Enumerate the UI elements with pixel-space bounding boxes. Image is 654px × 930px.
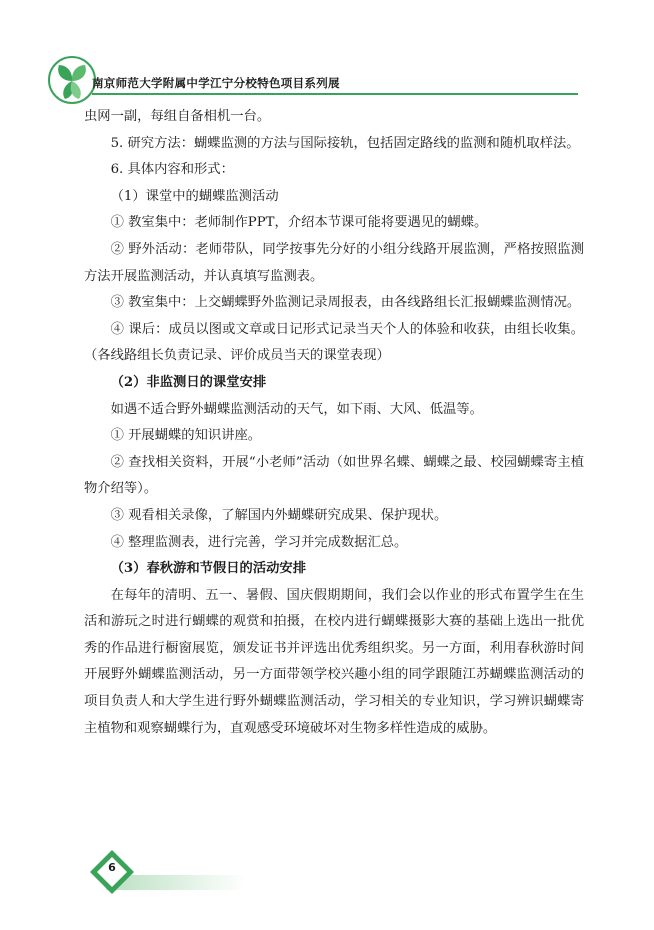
- header-divider: [92, 93, 578, 95]
- paragraph: 5. 研究方法：蝴蝶监测的方法与国际接轨，包括固定路线的监测和随机取样法。: [110, 135, 580, 151]
- page-number: 6: [108, 861, 116, 874]
- paragraph: （1）课堂中的蝴蝶监测活动: [110, 188, 279, 204]
- paragraph: 虫网一副，每组自备相机一台。: [84, 109, 271, 124]
- paragraph: （3）春秋游和节假日的活动安排: [110, 561, 307, 577]
- paragraph: ② 野外活动：老师带队，同学按事先分好的小组分线路开展监测，严格按照监测方法开展监测活动，并认真填写监测表。: [84, 241, 584, 284]
- paragraph: 在每年的清明、五一、暑假、国庆假期期间，我们会以作业的形式布置学生在生活和游玩之时进行蝴蝶的观赏和拍摄，在校内进行蝴蝶摄影大赛的基础上选出一批优秀的作品进行橱窗展览，颁发证书并评选出优秀组织奖。另一方面，利用春秋游时间开展野外蝴蝶监测活动，另一方面带领学校兴趣小组的同学跟随江苏蝴蝶监测活动的项目负责人和大学生进行野外蝴蝶监测活动，学习相关的专业知识，学习辨识蝴蝶寄主植物和观察蝴蝶行为，直观感受环境破坏对生物多样性造成的威胁。: [84, 587, 584, 736]
- paragraph: ④ 课后：成员以图或文章或日记形式记录当天个人的体验和收获，由组长收集。（各线路组长负责记录、评价成员当天的课堂表现）: [84, 321, 584, 364]
- body-text: [84, 104, 584, 742]
- leaf-logo-icon: [47, 55, 97, 105]
- paragraph: ③ 观看相关录像，了解国内外蝴蝶研究成果、保护现状。: [110, 507, 448, 523]
- paragraph: ② 查找相关资料，开展“小老师”活动（如世界名蝶、蝴蝶之最、校园蝴蝶寄主植物介绍等）。: [84, 454, 584, 497]
- header-title: 南京师范大学附属中学江宁分校特色项目系列展: [92, 76, 340, 90]
- paragraph: 6. 具体内容和形式：: [110, 162, 234, 178]
- paragraph: 如遇不适合野外蝴蝶监测活动的天气，如下雨、大风、低温等。: [110, 401, 483, 417]
- paragraph: （2）非监测日的课堂安排: [110, 374, 267, 390]
- paragraph: ① 教室集中：老师制作PPT，介绍本节课可能将要遇见的蝴蝶。: [110, 215, 488, 231]
- paragraph: ① 开展蝴蝶的知识讲座。: [110, 428, 262, 444]
- paragraph: ④ 整理监测表，进行完善，学习并完成数据汇总。: [110, 534, 408, 550]
- page-header: [0, 0, 654, 110]
- paragraph: ③ 教室集中：上交蝴蝶野外监测记录周报表，由各线路组长汇报蝴蝶监测情况。: [110, 295, 581, 311]
